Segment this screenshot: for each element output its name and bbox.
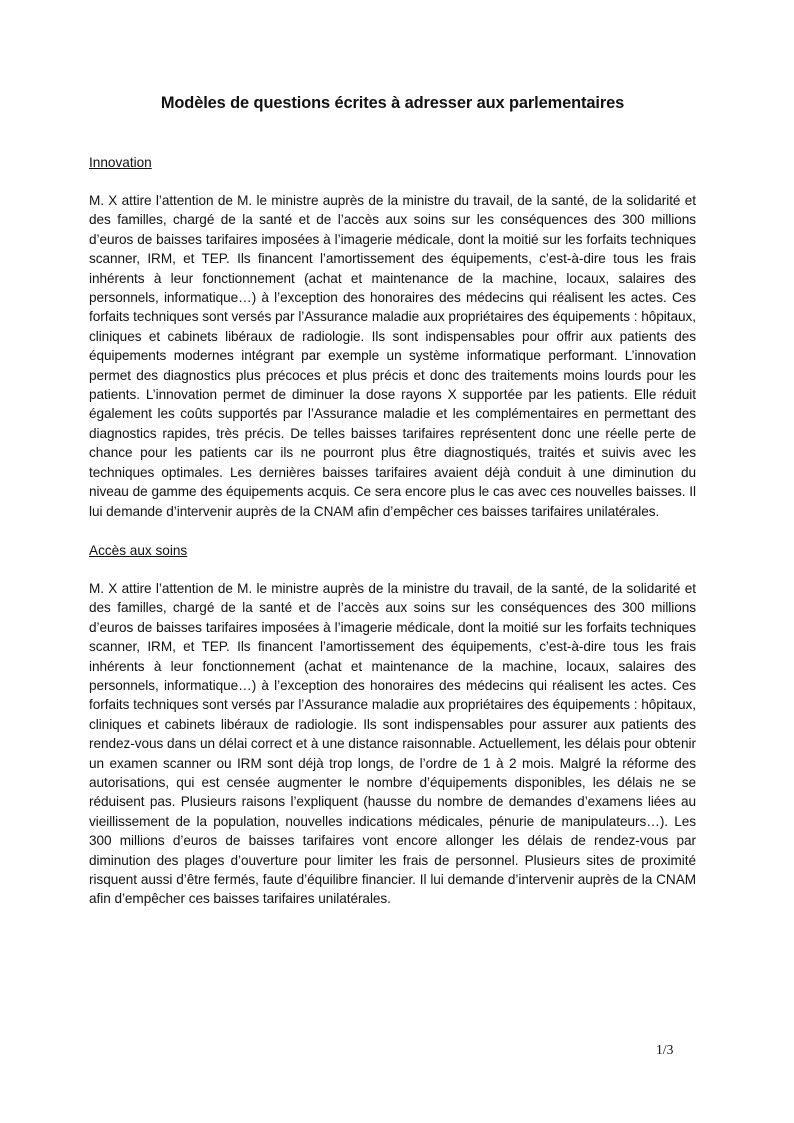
document-title: Modèles de questions écrites à adresser aux parlementaires xyxy=(160,94,625,112)
section-body-acces-aux-soins: M. X attire l’attention de M. le ministre auprès de la ministre du travail, de la santé, de la solidarité et des familles, chargé de la santé et de l’accès aux soins sur les conséquences des 300 millions d’euros de baisses tarifaires imposées à l’imagerie médicale, dont la moitié sur les forfaits techniques scanner, IRM, et TEP. Ils financent l’amortissement des équipements, c’est-à-dire tous les frais inhérents à leur fonctionnement (achat et maintenance de la machine, locaux, salaires des personnels, informatique…) à l’exception des honoraires des médecins qui réalisent les actes. Ces forfaits techniques sont versés par l’Assurance maladie aux propriétaires des équipements : hôpitaux, cliniques et cabinets libéraux de radiologie. Ils sont indispensables pour assurer aux patients des rendez-vous dans un délai correct et à une distance raisonnable. Actuellement, les délais pour obtenir un examen scanner ou IRM sont déjà trop longs, de l’ordre de 1 à 2 mois. Malgré la réforme des autorisations, qui est censée augmenter le nombre d’équipements disponibles, les délais ne se réduisent pas. Plusieurs raisons l’expliquent (hausse du nombre de demandes d’examens liées au vieillissement de la population, nouvelles indications médicales, pénurie de manipulateurs…). Les 300 millions d’euros de baisses tarifaires vont encore allonger les délais de rendez-vous par diminution des plages d’ouverture pour limiter les frais de personnel. Plusieurs sites de proximité risquent aussi d’être fermés, faute d’équilibre financier. Il lui demande d’intervenir auprès de la CNAM afin d’empêcher ces baisses tarifaires unilatérales. xyxy=(89,580,696,907)
page-number: 1/3 xyxy=(656,1042,674,1057)
document-page xyxy=(89,94,696,929)
section-heading-innovation: Innovation xyxy=(89,155,152,170)
section-innovation xyxy=(89,153,696,521)
section-heading-acces-aux-soins: Accès aux soins xyxy=(89,542,188,558)
section-acces-aux-soins xyxy=(89,541,696,909)
section-body-innovation: M. X attire l’attention de M. le ministre auprès de la ministre du travail, de la santé, de la solidarité et des familles, chargé de la santé et de l’accès aux soins sur les conséquences des 300 millions d’euros de baisses tarifaires imposées à l’imagerie médicale, dont la moitié sur les forfaits techniques scanner, IRM, et TEP. Ils financent l’amortissement des équipements, c’est-à-dire tous les frais inhérents à leur fonctionnement (achat et maintenance de la machine, locaux, salaires des personnels, informatique…) à l’exception des honoraires des médecins qui réalisent les actes. Ces forfaits techniques sont versés par l’Assurance maladie aux propriétaires des équipements : hôpitaux, cliniques et cabinets libéraux de radiologie. Ils sont indispensables pour offrir aux patients des équipements modernes intégrant par exemple un système informatique performant. L’innovation permet des diagnostics plus précoces et plus précis et donc des traitements moins lourds pour les patients. L’innovation permet de diminuer la dose rayons X supportée par les patients. Elle réduit également les coûts supportés par l’Assurance maladie et les complémentaires en permettant des diagnostics rapides, très précis. De telles baisses tarifaires représentent donc une réelle perte de chance pour les patients car ils ne pourront plus être diagnostiqués, traités et suivis avec les techniques optimales. Les dernières baisses tarifaires avaient déjà conduit à une diminution du niveau de gamme des équipements acquis. Ce sera encore plus le cas avec ces nouvelles baisses. Il lui demande d’intervenir auprès de la CNAM afin d’empêcher ces baisses tarifaires unilatérales. xyxy=(89,193,696,519)
